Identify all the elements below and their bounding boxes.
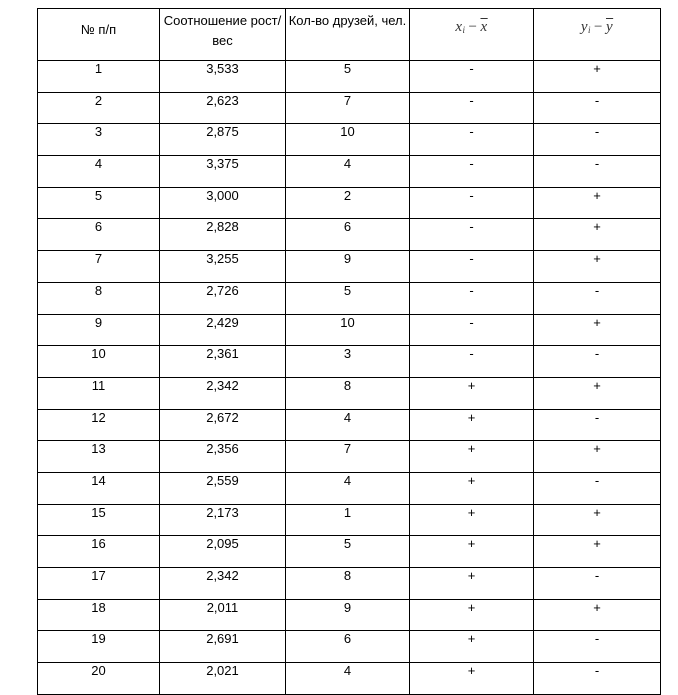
cell-ratio: 2,095 [160,536,286,568]
cell-y-deviation-sign: + [534,599,661,631]
cell-y-deviation-sign: + [534,504,661,536]
table-row [38,599,661,631]
y-subscript: i [588,25,592,35]
table-row [38,568,661,600]
cell-y-deviation-sign: + [534,536,661,568]
cell-y-deviation-sign: + [534,219,661,251]
header-friends [286,9,410,61]
table-row [38,631,661,663]
cell-friends: 5 [286,282,410,314]
cell-friends: 4 [286,472,410,504]
table-row [38,251,661,283]
cell-num: 10 [38,346,160,378]
header-friends-label: Кол-во друзей, чел. [288,13,407,28]
header-ratio-label: Соотношение рост/вес [163,13,282,48]
x-subscript: i [462,25,466,35]
table-row [38,663,661,695]
cell-ratio: 2,342 [160,377,286,409]
cell-y-deviation-sign: - [534,92,661,124]
table-row [38,282,661,314]
table-row [38,314,661,346]
cell-friends: 3 [286,346,410,378]
cell-ratio: 2,623 [160,92,286,124]
table-row [38,504,661,536]
cell-num: 12 [38,409,160,441]
cell-num: 7 [38,251,160,283]
cell-x-deviation-sign: + [410,631,534,663]
data-table [37,8,661,695]
cell-friends: 8 [286,377,410,409]
cell-ratio: 2,011 [160,599,286,631]
cell-x-deviation-sign: + [410,377,534,409]
table-body [38,61,661,695]
cell-ratio: 2,361 [160,346,286,378]
cell-x-deviation-sign: - [410,346,534,378]
cell-num: 1 [38,61,160,93]
cell-x-deviation-sign: + [410,599,534,631]
cell-friends: 10 [286,124,410,156]
table-row [38,187,661,219]
cell-num: 6 [38,219,160,251]
cell-x-deviation-sign: + [410,663,534,695]
cell-ratio: 2,021 [160,663,286,695]
cell-x-deviation-sign: - [410,187,534,219]
cell-x-deviation-sign: - [410,92,534,124]
cell-ratio: 3,000 [160,187,286,219]
cell-friends: 5 [286,536,410,568]
cell-y-deviation-sign: - [534,631,661,663]
cell-friends: 9 [286,251,410,283]
table-row [38,409,661,441]
cell-x-deviation-sign: + [410,568,534,600]
cell-num: 2 [38,92,160,124]
cell-x-deviation-sign: - [410,156,534,188]
cell-num: 18 [38,599,160,631]
cell-friends: 6 [286,631,410,663]
cell-ratio: 2,559 [160,472,286,504]
table-row [38,219,661,251]
y-deviation-formula [581,11,613,40]
table-row [38,156,661,188]
cell-num: 20 [38,663,160,695]
cell-num: 11 [38,377,160,409]
cell-ratio: 2,691 [160,631,286,663]
cell-ratio: 2,828 [160,219,286,251]
header-row [38,9,661,61]
y-minus: − [594,19,603,35]
cell-friends: 4 [286,156,410,188]
cell-y-deviation-sign: + [534,441,661,473]
cell-x-deviation-sign: + [410,441,534,473]
cell-ratio: 3,375 [160,156,286,188]
cell-num: 14 [38,472,160,504]
cell-friends: 9 [286,599,410,631]
table-row [38,124,661,156]
cell-num: 5 [38,187,160,219]
table-row [38,92,661,124]
cell-friends: 1 [286,504,410,536]
cell-x-deviation-sign: + [410,409,534,441]
cell-y-deviation-sign: + [534,314,661,346]
cell-friends: 10 [286,314,410,346]
table-row [38,441,661,473]
table-row [38,61,661,93]
cell-y-deviation-sign: - [534,156,661,188]
cell-y-deviation-sign: + [534,377,661,409]
cell-friends: 8 [286,568,410,600]
cell-y-deviation-sign: - [534,663,661,695]
cell-num: 3 [38,124,160,156]
cell-num: 16 [38,536,160,568]
cell-friends: 2 [286,187,410,219]
cell-num: 4 [38,156,160,188]
cell-ratio: 2,429 [160,314,286,346]
cell-ratio: 3,255 [160,251,286,283]
cell-ratio: 2,356 [160,441,286,473]
header-y-deviation [534,9,661,61]
cell-ratio: 2,726 [160,282,286,314]
cell-num: 15 [38,504,160,536]
cell-num: 17 [38,568,160,600]
cell-num: 9 [38,314,160,346]
cell-y-deviation-sign: - [534,282,661,314]
table-row [38,472,661,504]
x-deviation-formula [455,11,487,40]
y-mean: $\overline{y}$ [605,19,614,35]
cell-y-deviation-sign: + [534,187,661,219]
table-row [38,536,661,568]
cell-friends: 7 [286,92,410,124]
cell-y-deviation-sign: - [534,124,661,156]
cell-ratio: 2,342 [160,568,286,600]
y-var: y [580,19,588,35]
cell-y-deviation-sign: - [534,346,661,378]
x-var: x [455,19,463,35]
cell-friends: 6 [286,219,410,251]
cell-x-deviation-sign: - [410,282,534,314]
cell-num: 13 [38,441,160,473]
cell-y-deviation-sign: + [534,251,661,283]
cell-num: 8 [38,282,160,314]
cell-x-deviation-sign: - [410,251,534,283]
cell-x-deviation-sign: + [410,472,534,504]
cell-x-deviation-sign: + [410,504,534,536]
cell-x-deviation-sign: - [410,61,534,93]
table-row [38,346,661,378]
header-ratio [160,9,286,61]
cell-x-deviation-sign: - [410,314,534,346]
cell-friends: 5 [286,61,410,93]
cell-ratio: 3,533 [160,61,286,93]
cell-y-deviation-sign: - [534,472,661,504]
cell-y-deviation-sign: + [534,61,661,93]
header-num-label: № п/п [80,22,117,37]
cell-ratio: 2,672 [160,409,286,441]
cell-x-deviation-sign: + [410,536,534,568]
cell-friends: 4 [286,409,410,441]
cell-num: 19 [38,631,160,663]
table-header [38,9,661,61]
header-x-deviation [410,9,534,61]
cell-ratio: 2,173 [160,504,286,536]
x-minus: − [468,19,478,35]
table-row [38,377,661,409]
cell-x-deviation-sign: - [410,124,534,156]
cell-friends: 4 [286,663,410,695]
cell-ratio: 2,875 [160,124,286,156]
cell-y-deviation-sign: - [534,409,661,441]
cell-y-deviation-sign: - [534,568,661,600]
cell-friends: 7 [286,441,410,473]
x-mean: $\overline{x}$ [480,19,488,35]
cell-x-deviation-sign: - [410,219,534,251]
header-num [38,9,160,61]
